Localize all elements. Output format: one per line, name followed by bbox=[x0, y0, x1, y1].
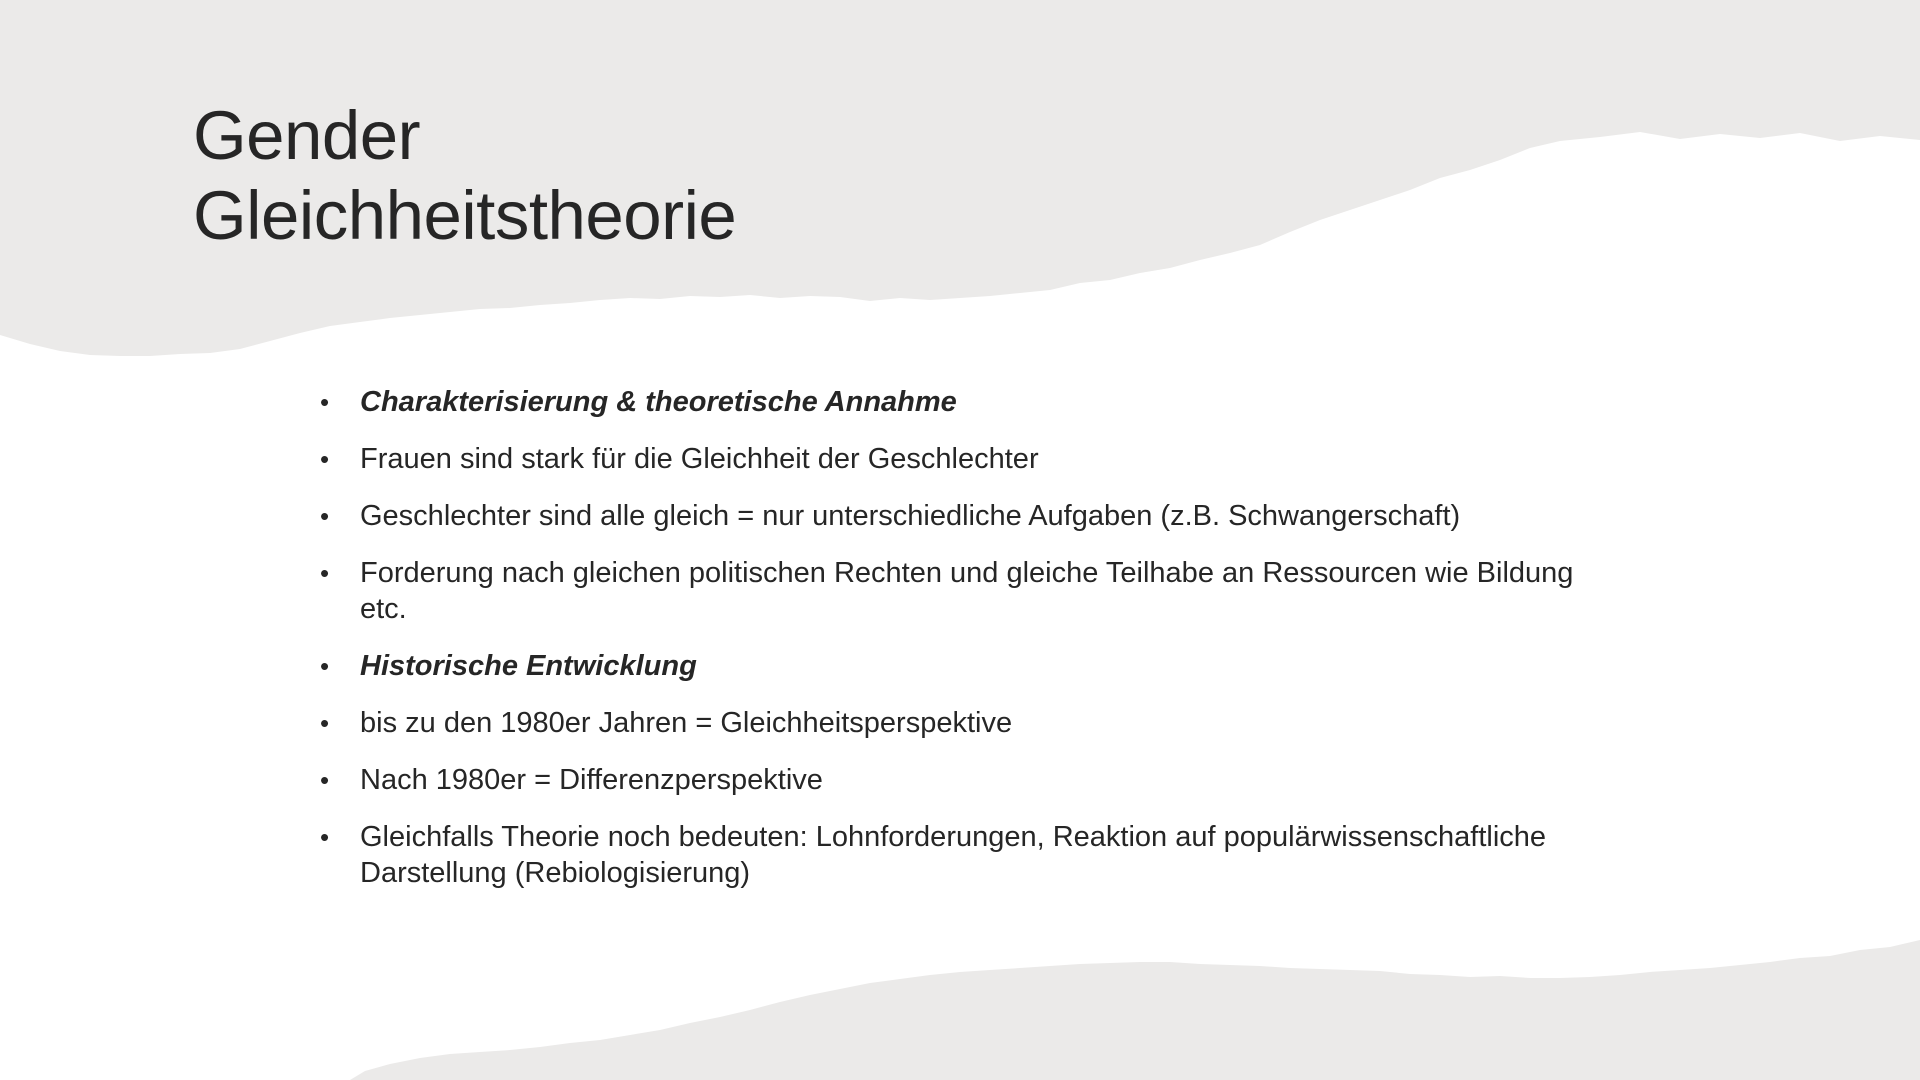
bullet-icon: • bbox=[320, 651, 330, 681]
bullet-icon: • bbox=[320, 765, 330, 795]
title-line-1: Gender bbox=[193, 97, 421, 174]
bullet-text: Forderung nach gleichen politischen Rechten und gleiche Teilhabe an Ressourcen wie Bildung etc. bbox=[360, 557, 1574, 625]
bullet-icon: • bbox=[320, 387, 330, 417]
bullet-text: Frauen sind stark für die Gleichheit der Geschlechter bbox=[360, 443, 1039, 475]
bullet-item bbox=[320, 648, 1620, 684]
bullet-item bbox=[320, 441, 1620, 477]
bullet-list bbox=[320, 384, 1620, 912]
bullet-icon: • bbox=[320, 501, 330, 531]
bullet-text: Nach 1980er = Differenzperspektive bbox=[360, 764, 823, 796]
bullet-icon: • bbox=[320, 708, 330, 738]
bullet-item bbox=[320, 384, 1620, 420]
bullet-text: bis zu den 1980er Jahren = Gleichheitsperspektive bbox=[360, 707, 1013, 739]
bullet-icon: • bbox=[320, 558, 330, 588]
bullet-icon: • bbox=[320, 444, 330, 474]
bullet-text: Charakterisierung & theoretische Annahme bbox=[360, 386, 957, 418]
title-line-2: Gleichheitstheorie bbox=[193, 177, 737, 254]
bullet-text: Historische Entwicklung bbox=[360, 650, 697, 682]
bullet-text: Geschlechter sind alle gleich = nur unterschiedliche Aufgaben (z.B. Schwangerschaft) bbox=[360, 500, 1461, 532]
bullet-text: Gleichfalls Theorie noch bedeuten: Lohnforderungen, Reaktion auf populärwissenschaftliche Darstellung (Rebiologisierung) bbox=[360, 821, 1547, 889]
bullet-item bbox=[320, 762, 1620, 798]
slide-title bbox=[193, 96, 736, 256]
bullet-item bbox=[320, 819, 1620, 891]
bullet-item bbox=[320, 705, 1620, 741]
bullet-item bbox=[320, 555, 1620, 627]
bullet-icon: • bbox=[320, 822, 330, 852]
bottom-torn-paper-shape bbox=[350, 940, 1920, 1080]
bullet-item bbox=[320, 498, 1620, 534]
